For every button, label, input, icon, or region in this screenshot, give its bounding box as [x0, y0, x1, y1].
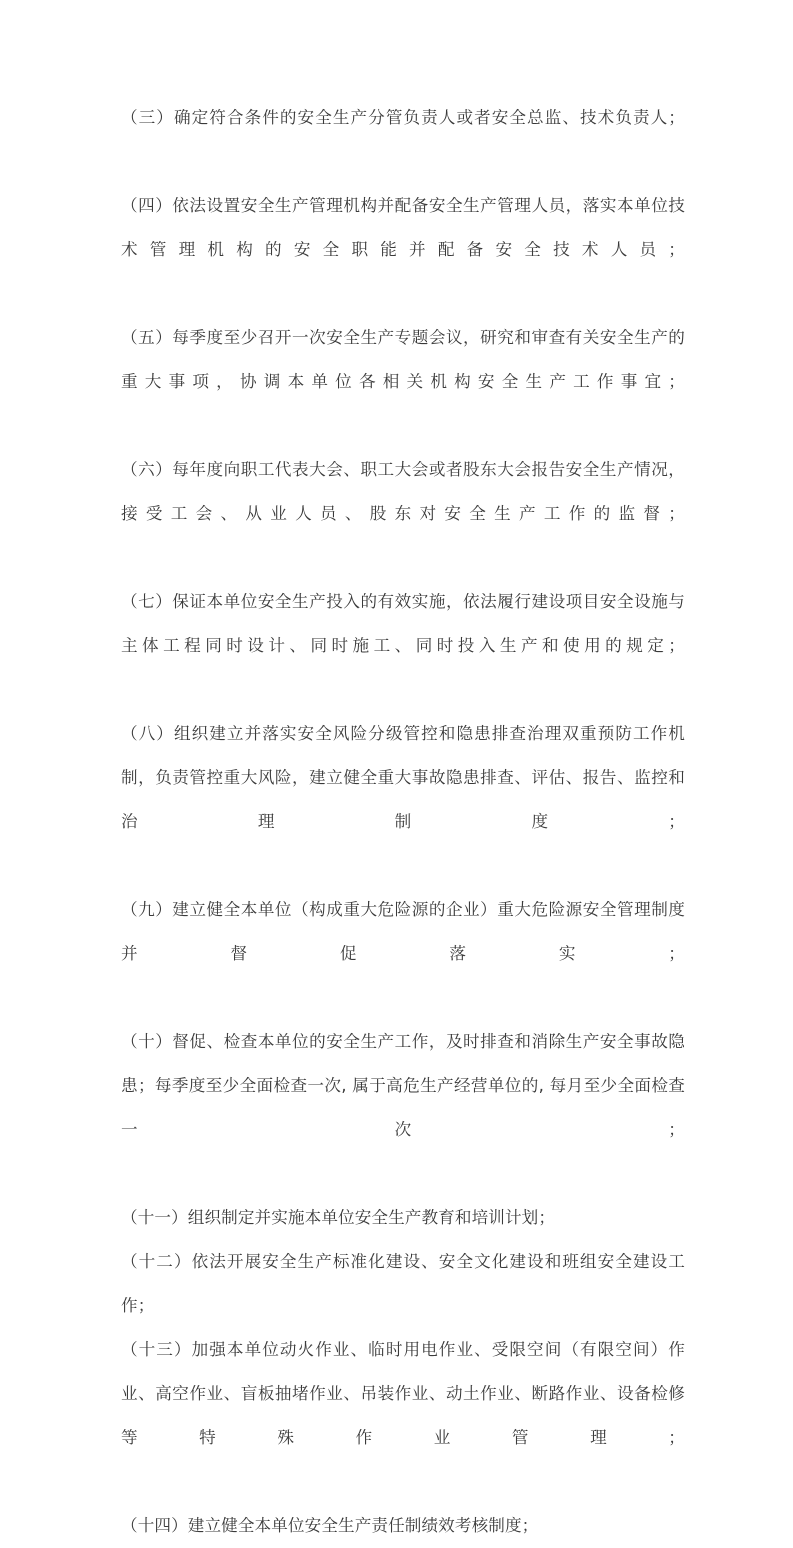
list-item-12: （十二）依法开展安全生产标准化建设、安全文化建设和班组安全建设工作； — [121, 1252, 685, 1315]
list-item-6: （六）每年度向职工代表大会、职工大会或者股东大会报告安全生产情况，接受工会、从业人员、股东对安全生产工作的监督； — [121, 460, 685, 523]
list-item-14: （十四）建立健全本单位安全生产责任制绩效考核制度； — [121, 1516, 539, 1535]
list-item-5: （五）每季度至少召开一次安全生产专题会议，研究和审查有关安全生产的重大事项，协调本单位各相关机构安全生产工作事宜； — [121, 328, 685, 391]
list-item-8: （八）组织建立并落实安全风险分级管控和隐患排查治理双重预防工作机制，负责管控重大风险，建立健全重大事故隐患排查、评估、报告、监控和治理制度； — [121, 724, 685, 831]
list-item-9: （九）建立健全本单位（构成重大危险源的企业）重大危险源安全管理制度并督促落实； — [121, 900, 685, 963]
document-body — [121, 96, 685, 1548]
list-item-10: （十）督促、检查本单位的安全生产工作，及时排查和消除生产安全事故隐患；每季度至少全面检查一次, 属于高危生产经营单位的, 每月至少全面检查一次； — [121, 1032, 685, 1139]
list-item-4: （四）依法设置安全生产管理机构并配备安全生产管理人员，落实本单位技术管理机构的安全职能并配备安全技术人员； — [121, 196, 685, 259]
list-item-11: （十一）组织制定并实施本单位安全生产教育和培训计划； — [121, 1208, 556, 1227]
list-item-13: （十三）加强本单位动火作业、临时用电作业、受限空间（有限空间）作业、高空作业、盲板抽堵作业、吊装作业、动土作业、断路作业、设备检修等特殊作业管理； — [121, 1340, 685, 1447]
list-item-3: （三）确定符合条件的安全生产分管负责人或者安全总监、技术负责人； — [121, 108, 685, 127]
list-item-7: （七）保证本单位安全生产投入的有效实施，依法履行建设项目安全设施与主体工程同时设计、同时施工、同时投入生产和使用的规定； — [121, 592, 685, 655]
